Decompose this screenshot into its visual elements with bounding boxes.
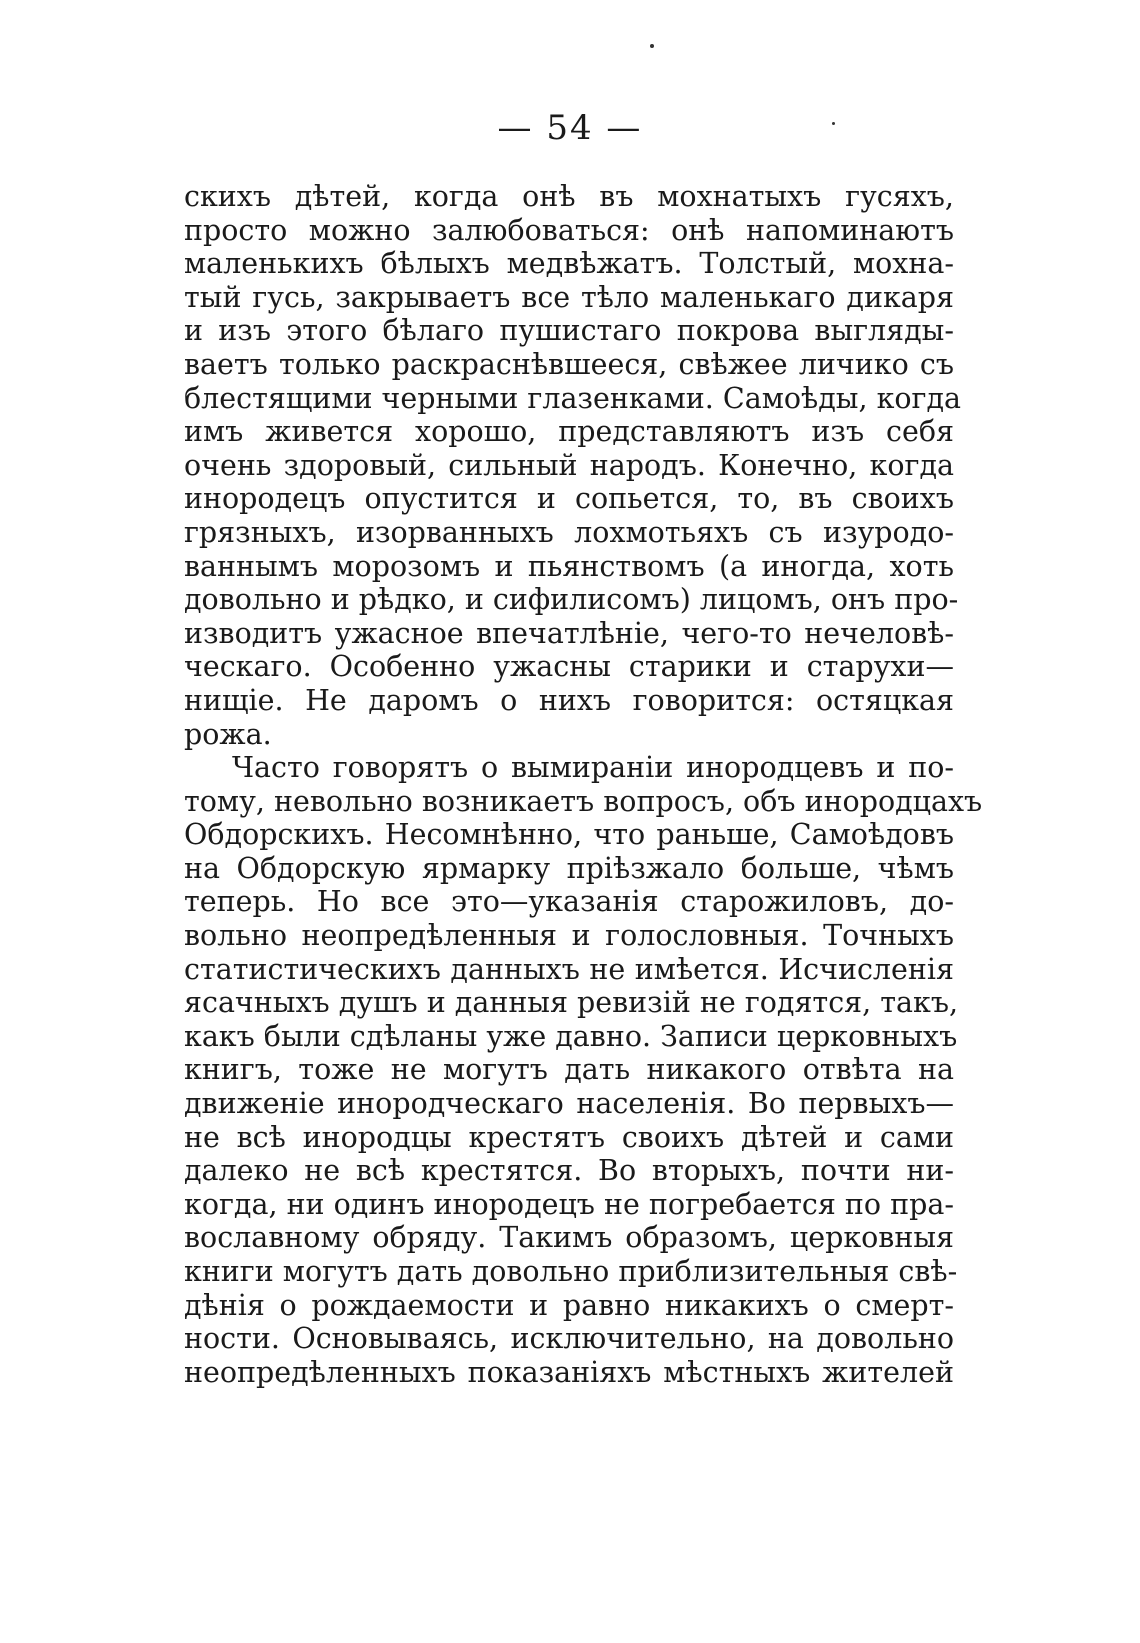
text-line: вольно неопредѣленныя и голословныя. Точныхъ [184,919,954,953]
text-line: ваннымъ морозомъ и пьянствомъ (а иногда, хоть [184,549,954,583]
text-line: неопредѣленныхъ показанiяхъ мѣстныхъ жителей [184,1355,954,1389]
text-line: рожа. [184,717,272,751]
text-line: когда, ни одинъ инородецъ не погребается по пра- [184,1187,954,1221]
text-line: движенiе инородческаго населенiя. Во первыхъ— [184,1087,954,1121]
text-line: книгъ, тоже не могутъ дать никакого отвѣта на [184,1053,954,1087]
text-line: дѣнiя о рождаемости и равно никакихъ о смерт- [184,1288,954,1322]
text-line: Обдорскихъ. Несомнѣнно, что раньше, Самоѣдовъ [184,818,954,852]
text-line: грязныхъ, изорванныхъ лохмотьяхъ съ изуродо- [184,515,954,549]
text-line: просто можно залюбоваться: онѣ напоминаютъ [184,213,954,247]
text-line: очень здоровый, сильный народъ. Конечно, когда [184,448,954,482]
paragraph [184,180,962,751]
page-number: — 54 — [497,108,643,148]
text-line: теперь. Но все это—указанiя старожиловъ, до- [184,885,954,919]
text-line: блестящими черными глазенками. Самоѣды, когда [184,381,962,415]
body-text [184,180,983,1389]
text-line: на Обдорскую ярмарку прiѣзжало больше, чѣмъ [184,851,954,885]
paragraph [184,751,983,1389]
text-line: довольно и рѣдко, и сифилисомъ) лицомъ, онъ про- [184,583,959,617]
text-line: имъ живется хорошо, представляютъ изъ себя [184,415,954,449]
text-line: вославному обряду. Такимъ образомъ, церковныя [184,1221,954,1255]
text-line: ваетъ только раскраснѣвшееся, свѣжее личико съ [184,347,954,381]
text-line: тому, невольно возникаетъ вопросъ, объ инородцахъ [184,784,983,818]
text-line: изводитъ ужасное впечатлѣнiе, чего-то нечеловѣ- [184,616,954,650]
text-line: скихъ дѣтей, когда онѣ въ мохнатыхъ гусяхъ, [184,180,954,213]
text-line: далеко не всѣ крестятся. Во вторыхъ, почти ни- [184,1154,954,1188]
text-line: статистическихъ данныхъ не имѣется. Исчисленiя [184,952,954,986]
text-line: и изъ этого бѣлаго пушистаго покрова выгляды- [184,314,954,348]
text-line: маленькихъ бѣлыхъ медвѣжатъ. Толстый, мохна- [184,247,954,281]
text-line: инородецъ опустится и сопьется, то, въ своихъ [184,482,954,516]
text-line: книги могутъ дать довольно приблизительныя свѣ- [184,1255,958,1288]
scan-speck [650,44,654,48]
text-line: ческаго. Особенно ужасны старики и старухи— [184,650,954,684]
text-line: какъ были сдѣланы уже давно. Записи церковныхъ [184,1019,958,1053]
text-line: нищiе. Не даромъ о нихъ говорится: остяцкая [184,683,954,717]
text-line: тый гусь, закрываетъ все тѣло маленькаго дикаря [184,280,954,314]
text-line: ясачныхъ душъ и данныя ревизiй не годятся, такъ, [184,986,959,1020]
text-line: Часто говорятъ о вымиранiи инородцевъ и по- [232,751,954,785]
text-line: ности. Основываясь, исключительно, на довольно [184,1322,954,1356]
text-line: не всѣ инородцы крестятъ своихъ дѣтей и сами [184,1120,954,1154]
